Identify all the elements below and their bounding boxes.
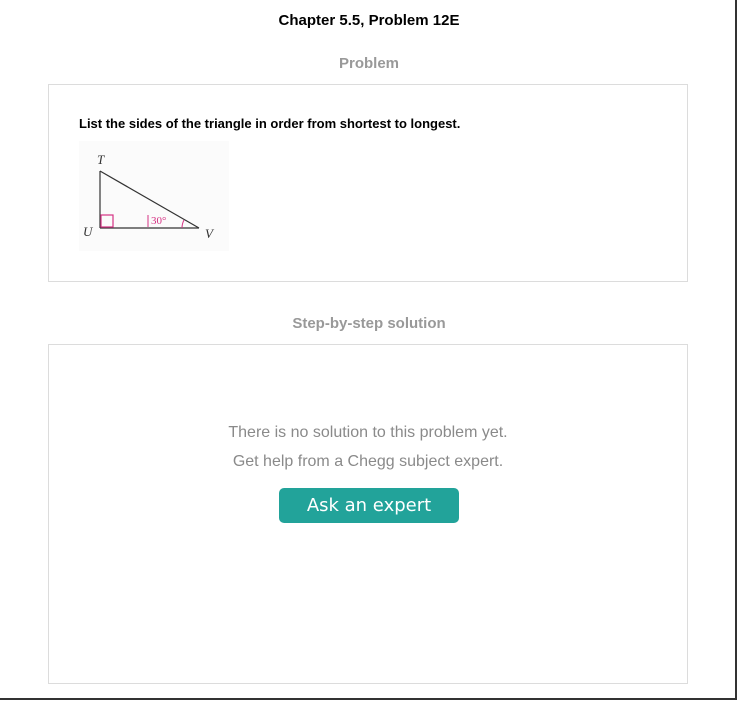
page-title: Chapter 5.5, Problem 12E	[278, 12, 460, 29]
triangle-figure	[79, 141, 229, 251]
solution-heading: Step-by-step solution	[292, 315, 446, 332]
vertex-label-t: T	[97, 152, 105, 167]
vertex-label-v: V	[205, 226, 213, 241]
problem-box	[48, 84, 688, 282]
problem-statement: List the sides of the triangle in order from shortest to longest.	[79, 116, 461, 131]
no-solution-message: There is no solution to this problem yet.	[228, 424, 508, 441]
solution-box	[48, 344, 688, 684]
problem-heading: Problem	[338, 55, 399, 72]
expert-help-message: Get help from a Chegg subject expert.	[232, 453, 504, 470]
angle-label: 30°	[151, 215, 167, 227]
vertex-label-u: U	[83, 224, 93, 239]
ask-an-expert-button[interactable]: Ask an expert	[279, 488, 459, 523]
